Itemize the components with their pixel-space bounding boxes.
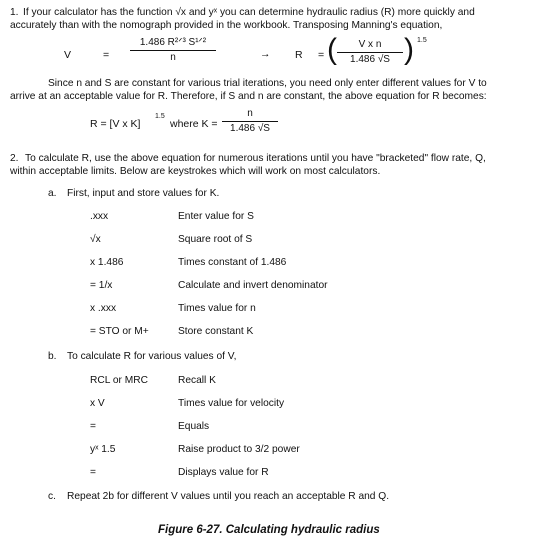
keystroke-key: .xxx: [90, 211, 109, 222]
keystroke-key: x 1.486: [90, 257, 124, 268]
section-a-heading: First, input and store values for K.: [67, 188, 220, 199]
eq1-denominator: n: [170, 52, 176, 63]
eq1-inner-fraction: [337, 39, 403, 66]
keystroke-desc: Displays value for R: [178, 467, 269, 478]
section-b-heading: To calculate R for various values of V,: [67, 351, 237, 362]
section-c-label: c.: [48, 491, 56, 502]
eq1-inner-denominator: 1.486 √S: [350, 54, 390, 65]
eq1-r: R: [295, 49, 303, 61]
left-paren: (: [327, 33, 337, 66]
keystroke-key: = 1/x: [90, 280, 113, 291]
eq1-fraction: [130, 37, 216, 64]
eq2-exponent: 1.5: [155, 113, 165, 120]
item2-line2: within acceptable limits. Below are keystrokes which will work on most calculators.: [10, 166, 381, 177]
item2-line1: To calculate R, use the above equation for numerous iterations until you have "bracketed" flow rate, Q,: [25, 153, 486, 164]
keystroke-desc: Square root of S: [178, 234, 253, 245]
keystroke-desc: Times constant of 1.486: [178, 257, 287, 268]
item1-line2: accurately than with the nomograph provided in the workbook. Transposing Manning's equation,: [10, 20, 443, 31]
keystroke-key: x .xxx: [90, 303, 117, 314]
keystroke-desc: Enter value for S: [178, 211, 254, 222]
arrow-icon: →: [260, 48, 271, 60]
keystroke-desc: Equals: [178, 421, 210, 432]
section-b-label: b.: [48, 351, 57, 362]
keystroke-key: yˣ 1.5: [90, 444, 116, 455]
keystroke-key: = STO or M+: [90, 326, 149, 337]
section-c-text: Repeat 2b for different V values until you reach an acceptable R and Q.: [67, 491, 390, 502]
keystroke-key: √x: [90, 234, 101, 245]
fraction-bar: [130, 50, 216, 51]
eq2-lhs: R = [V x K]: [90, 118, 141, 130]
keystroke-key: =: [90, 421, 96, 432]
figure-caption: Figure 6-27. Calculating hydraulic radius: [158, 524, 380, 536]
right-paren: ): [404, 33, 414, 66]
eq1-exponent: 1.5: [417, 37, 427, 44]
item2-number: 2.: [10, 153, 19, 164]
eq1-equals2: =: [318, 49, 325, 61]
eq1-inner-numerator: V x n: [358, 39, 382, 50]
para2-line1: Since n and S are constant for various trial iterations, you need only enter different values for V to: [48, 78, 487, 89]
keystroke-desc: Times value for n: [178, 303, 256, 314]
eq1-v: V: [64, 49, 72, 61]
eq2-fraction: [222, 108, 278, 135]
keystroke-desc: Raise product to 3/2 power: [178, 444, 300, 455]
eq2-denominator: 1.486 √S: [230, 123, 270, 134]
eq1-numerator: 1.486 R²ᐟ³ S¹ᐟ²: [139, 37, 207, 48]
eq2-numerator: n: [247, 108, 253, 119]
fraction-bar: [337, 52, 403, 53]
eq2-where: where K =: [170, 118, 218, 130]
eq1-equals: =: [103, 49, 110, 61]
keystroke-desc: Recall K: [178, 375, 216, 386]
keystroke-key: =: [90, 467, 96, 478]
item1-number: 1.: [10, 7, 19, 18]
keystroke-key: RCL or MRC: [90, 375, 148, 386]
keystroke-desc: Times value for velocity: [178, 398, 285, 409]
item1-line1: If your calculator has the function √x and yˣ you can determine hydraulic radius (R) more quickly and: [23, 7, 475, 18]
para2-line2: arrive at an acceptable value for R. Therefore, if S and n are constant, the above equation for R becomes:: [10, 91, 487, 102]
keystroke-desc: Store constant K: [178, 326, 254, 337]
keystroke-desc: Calculate and invert denominator: [178, 280, 328, 291]
keystroke-key: x V: [90, 398, 105, 409]
section-a-label: a.: [48, 188, 57, 199]
fraction-bar: [222, 121, 278, 122]
